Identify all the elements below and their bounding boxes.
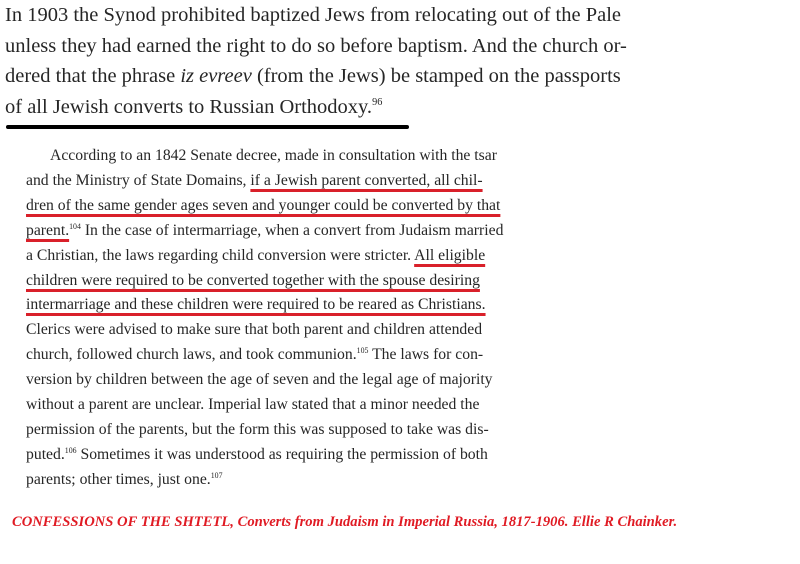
text-line: In 1903 the Synod prohibited baptized Jews from relocating out of the Pale bbox=[5, 4, 622, 26]
text-segment: (from the Jews) be stamped on the passports bbox=[251, 65, 621, 87]
footnote-marker: 96 bbox=[372, 96, 383, 108]
text-line: version by children between the age of seven and the legal age of majority bbox=[26, 371, 493, 389]
top-paragraph bbox=[5, 0, 795, 122]
text-line: unless they had earned the right to do so before baptism. And the church or- bbox=[5, 34, 627, 57]
text-line bbox=[26, 194, 556, 219]
footnote-marker: 104 bbox=[69, 221, 81, 231]
transliterated-term: iz evreev bbox=[180, 65, 252, 87]
main-paragraph bbox=[26, 144, 556, 493]
text-line: Clerics were advised to make sure that both parent and children attended bbox=[26, 321, 483, 339]
text-segment: puted. bbox=[26, 445, 65, 463]
underlined-passage: parent. bbox=[26, 221, 70, 239]
text-line bbox=[5, 61, 795, 92]
footnote-marker: 106 bbox=[64, 445, 77, 455]
text-line bbox=[26, 443, 556, 468]
separator-rule bbox=[6, 125, 409, 129]
text-segment: and the Ministry of State Domains, bbox=[26, 171, 251, 189]
text-line bbox=[26, 269, 556, 294]
text-line bbox=[26, 343, 556, 368]
text-segment: The laws for con- bbox=[368, 346, 484, 364]
text-segment: church, followed church laws, and took communion. bbox=[26, 346, 357, 364]
text-line: According to an 1842 Senate decree, made in consultation with the tsar bbox=[50, 147, 497, 164]
text-line bbox=[26, 293, 556, 318]
footnote-marker: 105 bbox=[356, 346, 369, 356]
text-line: permission of the parents, but the form this was supposed to take was dis- bbox=[26, 420, 489, 438]
underlined-passage: All eligible bbox=[414, 246, 486, 264]
text-line: without a parent are unclear. Imperial law stated that a minor needed the bbox=[26, 396, 480, 414]
underlined-passage: dren of the same gender ages seven and younger could be converted by that bbox=[26, 196, 501, 214]
footnote-marker: 107 bbox=[210, 470, 223, 480]
text-segment: dered that the phrase bbox=[5, 65, 181, 87]
text-segment: In the case of intermarriage, when a convert from Judaism married bbox=[80, 221, 504, 239]
text-segment: Sometimes it was understood as requiring the permission of both bbox=[76, 445, 488, 463]
text-line bbox=[26, 468, 556, 493]
text-line bbox=[26, 244, 556, 269]
underlined-passage: intermarriage and these children were required to be reared as Christians. bbox=[26, 296, 486, 314]
underlined-passage: if a Jewish parent converted, all chil- bbox=[250, 171, 483, 189]
text-line bbox=[5, 92, 795, 123]
text-segment: of all Jewish converts to Russian Orthodoxy. bbox=[5, 95, 373, 118]
text-line bbox=[26, 219, 556, 244]
text-segment: parents; other times, just one. bbox=[26, 470, 211, 488]
text-segment: a Christian, the laws regarding child conversion were stricter. bbox=[26, 246, 415, 264]
source-caption: CONFESSIONS OF THE SHTETL, Converts from Judaism in Imperial Russia, 1817-1906. Ellie R Chainker. bbox=[12, 514, 678, 530]
text-line bbox=[26, 169, 556, 194]
underlined-passage: children were required to be converted together with the spouse desiring bbox=[26, 271, 480, 289]
